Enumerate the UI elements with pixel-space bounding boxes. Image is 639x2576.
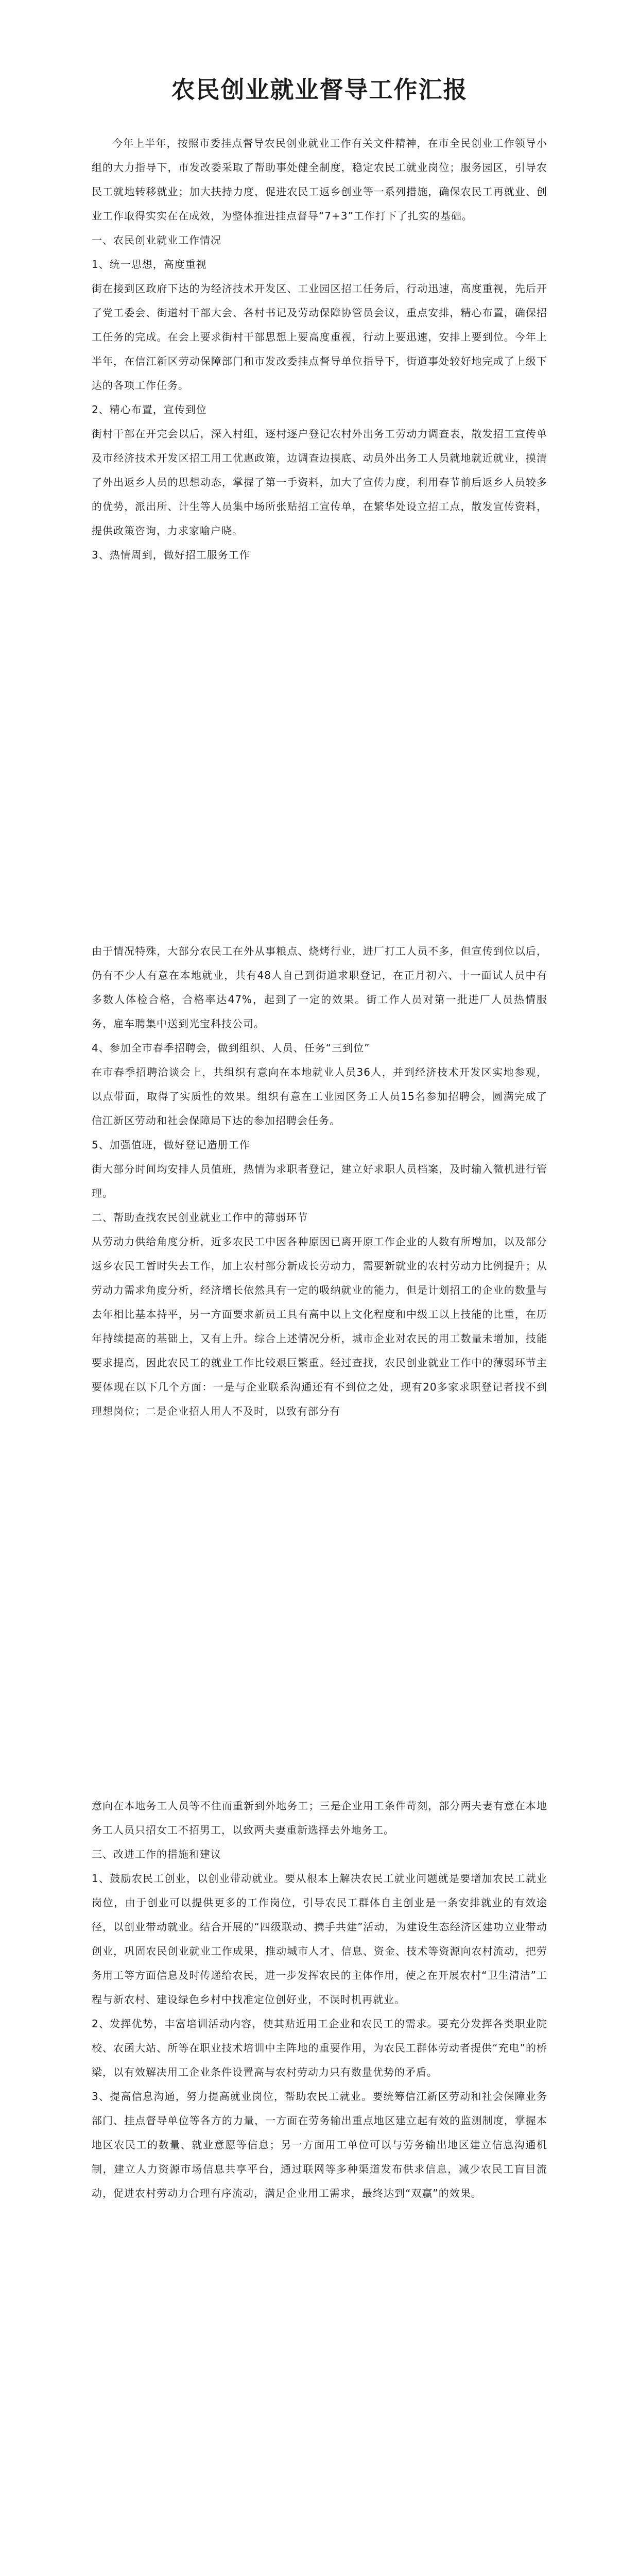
- section-3-heading: 三、改进工作的措施和建议: [92, 1848, 221, 1860]
- measure-2-paragraph: 2、发挥优势，丰富培训活动内容，使其贴近用工企业和农民工的需求。要充分发挥各类职业院校、农函大站、所等在职业技术培训中主阵地的重要作用，为农民工群体劳动者提供“充电”的桥梁，以有效解决用工企业条件设置高与农村劳动力只有数量优势的矛盾。: [92, 2018, 547, 2078]
- subsection-1-3-paragraph: 由于情况特殊，大部分农民工在外从事粮点、烧烤行业，进厂打工人员不多，但宣传到位以后，仍有不少人有意在本地就业，共有48人自己到街道求职登记，在正月初六、十一面试人员中有多数人体检合格，合格率达47%，起到了一定的效果。街工作人员对第一批进厂人员热情服务，雇车聘集中送到光宝科技公司。: [92, 945, 547, 1030]
- section-part-1: [92, 131, 547, 567]
- section-2-heading: 二、帮助查找农民创业就业工作中的薄弱环节: [92, 1211, 308, 1224]
- subsection-1-4-heading: 4、参加全市春季招聘会，做到组织、人员、任务“三到位”: [92, 1042, 370, 1054]
- subsection-1-1-heading: 1、统一思想，高度重视: [92, 258, 207, 270]
- section-2-paragraph-start: 从劳动力供给角度分析，近多农民工中因各种原因已离开原工作企业的人数有所增加，以及部分返乡农民工暂时失去工作，加上农村部分新成长劳动力，需要新就业的农村劳动力比例提升；从劳动力需求角度分析，经济增长依然具有一定的吸纳就业的能力，但是计划招工的企业的数量与去年相比基本持平，另一方面要求新员工具有高中以上文化程度和中级工以上技能的比重，在历年持续提高的基础上，又有上升。综合上述情况分析，城市企业对农民的用工数量未增加，技能要求提高，因此农民工的就业工作比较艰巨繁重。经过查找，农民创业就业工作中的薄弱环节主要体现在以下几个方面：一是与企业联系沟通还有不到位之处，现有20多家求职登记者找不到理想岗位；二是企业招人用人不及时，以致有部分有: [92, 1235, 547, 1417]
- subsection-1-3-heading: 3、热情周到，做好招工服务工作: [92, 549, 250, 561]
- document-title: 农民创业就业督导工作汇报: [171, 76, 468, 104]
- subsection-1-5-paragraph: 街大部分时间均安排人员值班，热情为求职者登记，建立好求职人员档案，及时输入微机进行管理。: [92, 1163, 547, 1199]
- subsection-1-2-paragraph: 街村干部在开完会以后，深入村组，逐村逐户登记农村外出务工劳动力调查表，散发招工宣传单及市经济技术开发区招工用工优惠政策，边调查边摸底、动员外出务工人员就地就近就业，摸清了外出返乡人员的思想动态，掌握了第一手资料，加大了宣传力度，利用春节前后返乡人员较多的优势，派出所、计生等人员集中场所张贴招工宣传单，在繁华处设立招工点，散发宣传资料，提供政策咨询，力求家喻户晓。: [92, 428, 547, 537]
- subsection-1-5-heading: 5、加强值班，做好登记造册工作: [92, 1139, 250, 1151]
- subsection-1-2-heading: 2、精心布置，宣传到位: [92, 403, 207, 416]
- subsection-1-1-paragraph: 街在接到区政府下达的为经济技术开发区、工业园区招工任务后，行动迅速，高度重视，先后开了党工委会、街道村干部大会、各村书记及劳动保障协管员会议，重点安排，精心布置，确保招工任务的完成。在会上要求街村干部思想上要高度重视，行动上要迅速，安排上要到位。今年上半年，在信江新区劳动保障部门和市发改委挂点督导单位指导下，街道事处较好地完成了上级下达的各项工作任务。: [92, 282, 547, 392]
- section-part-3: [92, 1794, 547, 2206]
- intro-paragraph: 今年上半年，按照市委挂点督导农民创业就业工作有关文件精神，在市全民创业工作领导小组的大力指导下，市发改委采取了帮助事处健全制度，稳定农民工就业岗位；服务园区，引导农民工就地转移就业；加大扶持力度，促进农民工返乡创业等一系列措施，确保农民工再就业、创业工作取得实实在在成效，为整体推进挂点督导“7+3”工作打下了扎实的基础。: [92, 137, 547, 222]
- section-2-paragraph-end: 意向在本地务工人员等不住而重新到外地务工；三是企业用工条件苛刻，部分两夫妻有意在本地务工人员只招女工不招男工，以致两夫妻重新选择去外地务工。: [92, 1800, 547, 1836]
- section-1-heading: 一、农民创业就业工作情况: [92, 234, 221, 246]
- subsection-1-4-paragraph: 在市春季招聘洽谈会上，共组织有意向在本地就业人员36人，并到经济技术开发区实地参观，以点带面，取得了实质性的效果。组织有意在工业园区务工人员15名参加招聘会，圆满完成了信江新区劳动和社会保障局下达的参加招聘会任务。: [92, 1066, 547, 1127]
- measure-3-paragraph: 3、提高信息沟通，努力提高就业岗位，帮助农民工就业。要统筹信江新区劳动和社会保障业务部门、挂点督导单位等各方的力量，一方面在劳务输出重点地区建立起有效的监测制度，掌握本地区农民工的数量、就业意愿等信息；另一方面用工单位可以与劳务输出地区建立信息沟通机制，建立人力资源市场信息共享平台，通过联网等多种渠道发布供求信息，减少农民工盲目流动，促进农村劳动力合理有序流动，满足企业用工需求，最终达到“双赢”的效果。: [92, 2090, 547, 2199]
- measure-1-paragraph: 1、鼓励农民工创业，以创业带动就业。要从根本上解决农民工就业问题就是要增加农民工就业岗位，由于创业可以提供更多的工作岗位，引导农民工群体自主创业是一条安排就业的有效途径，以创业带动就业。结合开展的“四级联动、携手共建”活动，为建设生态经济区建功立业带动创业，巩固农民创业就业工作成果，推动城市人才、信息、资金、技术等资源向农村流动，把劳务用工等方面信息及时传递给农民，进一步发挥农民的主体作用，使之在开展农村“卫生清洁”工程与新农村、建设绿色乡村中找准定位创好业，不误时机再就业。: [92, 1872, 547, 2006]
- section-part-2: [92, 939, 547, 1423]
